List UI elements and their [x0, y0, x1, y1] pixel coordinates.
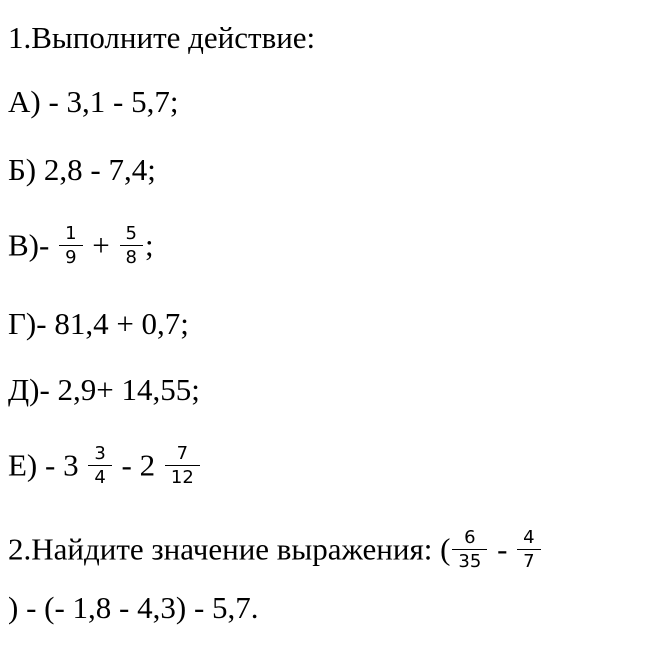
item-v-fraction-1 — [59, 223, 82, 268]
item-b — [8, 152, 156, 188]
task2-operator: - — [497, 531, 508, 567]
fraction-numerator: 4 — [517, 527, 540, 550]
fraction-numerator: 6 — [452, 527, 487, 550]
item-v-operator: + — [92, 227, 110, 263]
item-d-text: Д)- 2,9+ 14,55; — [8, 372, 200, 407]
item-a — [8, 84, 178, 120]
fraction-numerator: 3 — [88, 443, 111, 466]
fraction-denominator: 9 — [65, 247, 77, 268]
task2-fraction-2 — [517, 527, 540, 572]
fraction-numerator: 7 — [165, 443, 200, 466]
fraction-denominator: 4 — [94, 467, 106, 488]
item-b-text: Б) 2,8 - 7,4; — [8, 152, 156, 187]
item-e — [8, 443, 202, 491]
item-g-text: Г)- 81,4 + 0,7; — [8, 306, 189, 341]
task2-line1 — [8, 527, 543, 575]
item-d — [8, 372, 200, 408]
task2-line2-text: ) - (- 1,8 - 4,3) - 5,7. — [8, 590, 259, 625]
fraction-denominator: 8 — [125, 247, 137, 268]
item-v — [8, 223, 154, 271]
task2-title-text: 2.Найдите значение выражения: ( — [8, 531, 451, 567]
item-e-fraction-2 — [165, 443, 200, 488]
fraction-denominator: 12 — [170, 467, 194, 488]
fraction-numerator: 1 — [59, 223, 82, 246]
item-a-text: А) - 3,1 - 5,7; — [8, 84, 179, 119]
item-e-operator: - 2 — [121, 447, 156, 483]
item-g — [8, 306, 189, 342]
item-v-fraction-2 — [120, 223, 143, 268]
item-v-suffix: ; — [144, 227, 154, 263]
fraction-denominator: 35 — [458, 551, 482, 572]
task2-line2 — [8, 590, 259, 626]
task1-title-text: 1.Выполните действие: — [8, 20, 316, 55]
fraction-denominator: 7 — [523, 551, 535, 572]
item-e-prefix: Е) - 3 — [8, 447, 79, 483]
fraction-numerator: 5 — [120, 223, 143, 246]
item-e-fraction-1 — [88, 443, 111, 488]
item-v-prefix: В)- — [8, 227, 50, 263]
task2-fraction-1 — [452, 527, 487, 572]
task1-title — [8, 20, 315, 56]
